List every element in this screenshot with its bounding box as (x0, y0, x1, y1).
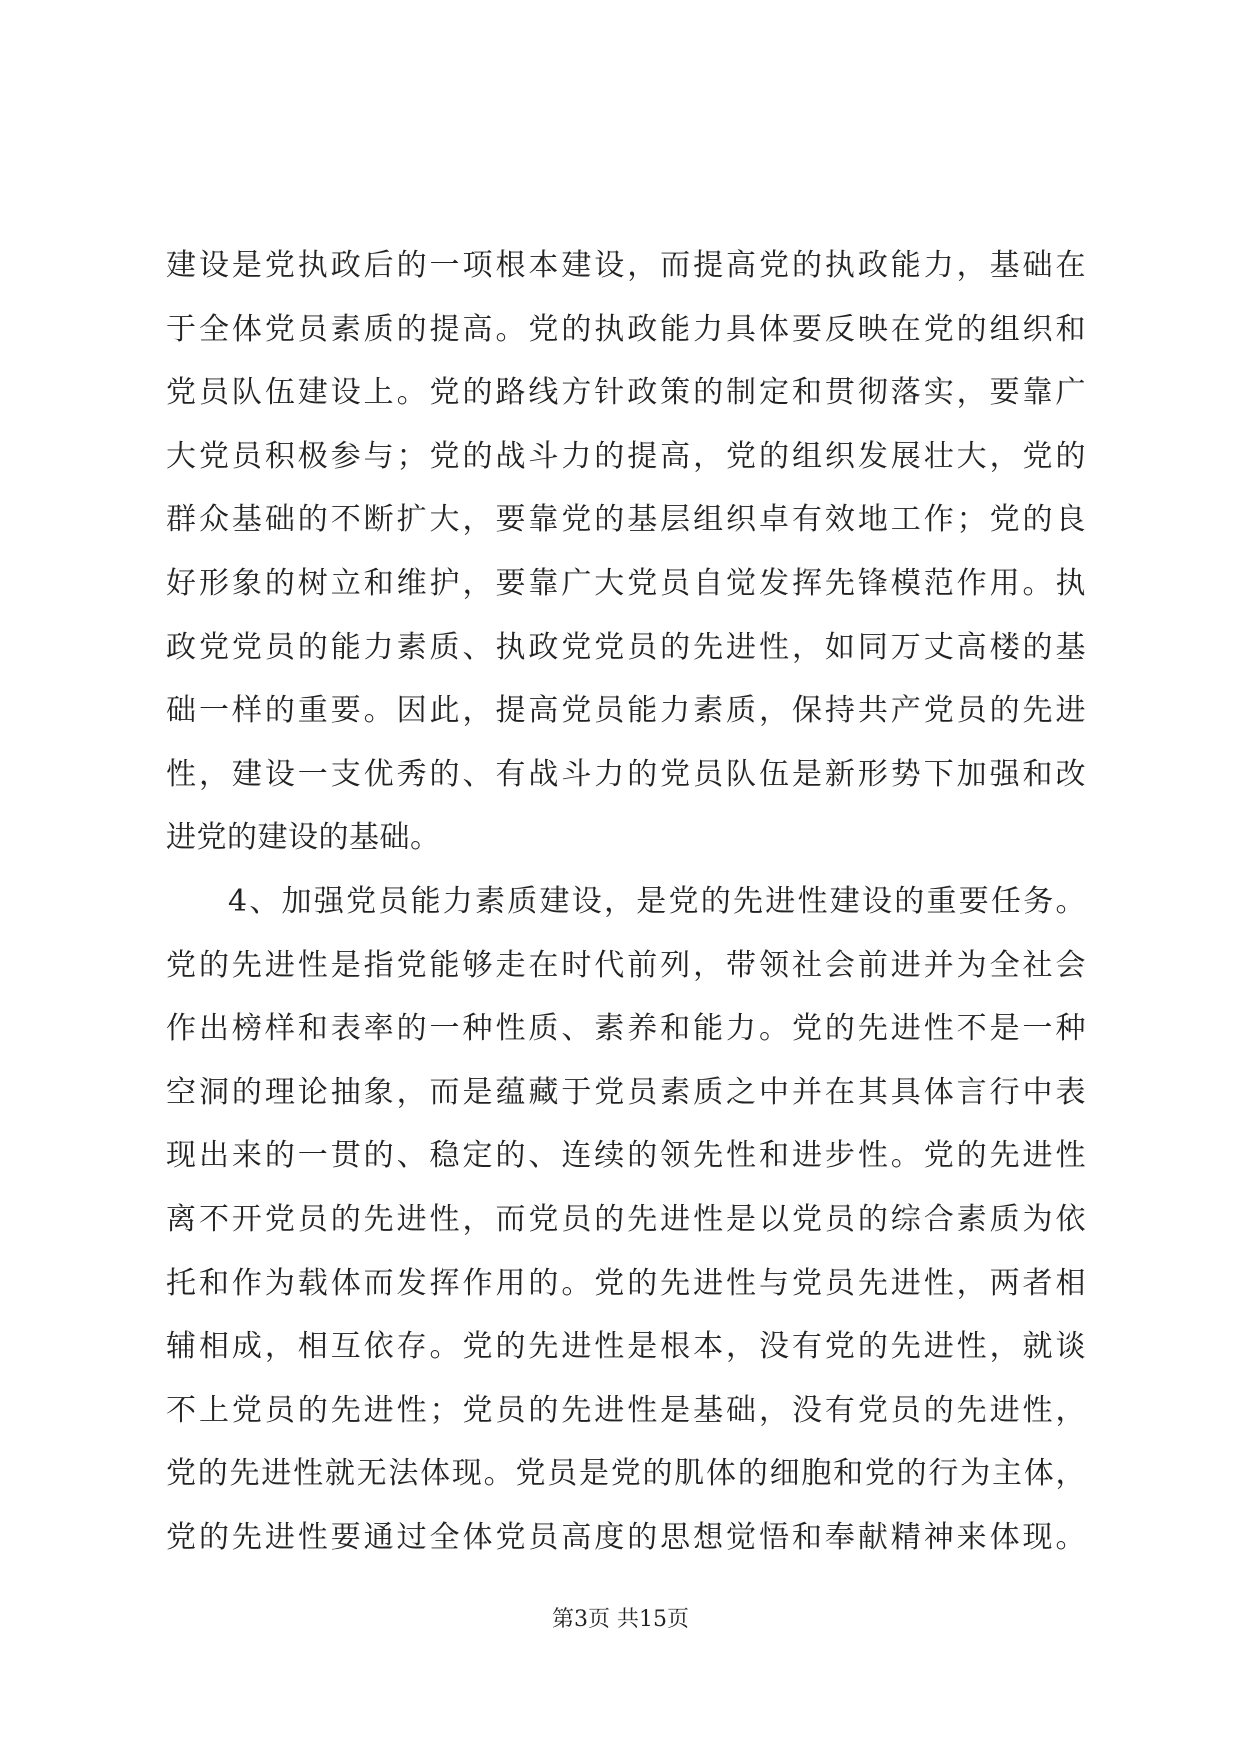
text-line: 作出榜样和表率的一种性质、素养和能力。党的先进性不是一种 (166, 1011, 1086, 1047)
text-line: 党的先进性是指党能够走在时代前列，带领社会前进并为全社会 (166, 947, 1086, 983)
text-line: 大党员积极参与；党的战斗力的提高，党的组织发展壮大，党的 (166, 438, 1086, 474)
text-line: 离不开党员的先进性，而党员的先进性是以党员的综合素质为依 (166, 1201, 1086, 1237)
text-line: 辅相成，相互依存。党的先进性是根本，没有党的先进性，就谈 (166, 1329, 1086, 1365)
text-line: 空洞的理论抽象，而是蕴藏于党员素质之中并在其具体言行中表 (166, 1074, 1086, 1110)
text-line: 党员队伍建设上。党的路线方针政策的制定和贯彻落实，要靠广 (166, 375, 1086, 411)
text-line: 现出来的一贯的、稳定的、连续的领先性和进步性。党的先进性 (166, 1138, 1086, 1174)
text-line: 进党的建设的基础。 (166, 820, 441, 856)
text-line: 好形象的树立和维护，要靠广大党员自觉发挥先锋模范作用。执 (166, 565, 1086, 601)
text-line: 托和作为载体而发挥作用的。党的先进性与党员先进性，两者相 (166, 1265, 1086, 1301)
page-number-label: 第3页 共15页 (552, 1607, 689, 1632)
text-line: 于全体党员素质的提高。党的执政能力具体要反映在党的组织和 (166, 311, 1086, 347)
text-line: 党的先进性要通过全体党员高度的思想觉悟和奉献精神来体现。 (166, 1519, 1086, 1555)
body-text (166, 234, 1086, 1569)
text-line: 建设是党执政后的一项根本建设，而提高党的执政能力，基础在 (166, 248, 1086, 283)
text-line: 4、加强党员能力素质建设，是党的先进性建设的重要任务。 (228, 883, 1086, 919)
text-line: 政党党员的能力素质、执政党党员的先进性，如同万丈高楼的基 (166, 629, 1086, 665)
text-line: 群众基础的不断扩大，要靠党的基层组织卓有效地工作；党的良 (166, 502, 1086, 538)
text-line: 党的先进性就无法体现。党员是党的肌体的细胞和党的行为主体， (166, 1456, 1086, 1492)
text-line: 性，建设一支优秀的、有战斗力的党员队伍是新形势下加强和改 (166, 756, 1086, 792)
text-line: 础一样的重要。因此，提高党员能力素质，保持共产党员的先进 (166, 693, 1086, 729)
text-line: 不上党员的先进性；党员的先进性是基础，没有党员的先进性， (166, 1392, 1086, 1428)
page-footer (0, 1605, 1241, 1635)
